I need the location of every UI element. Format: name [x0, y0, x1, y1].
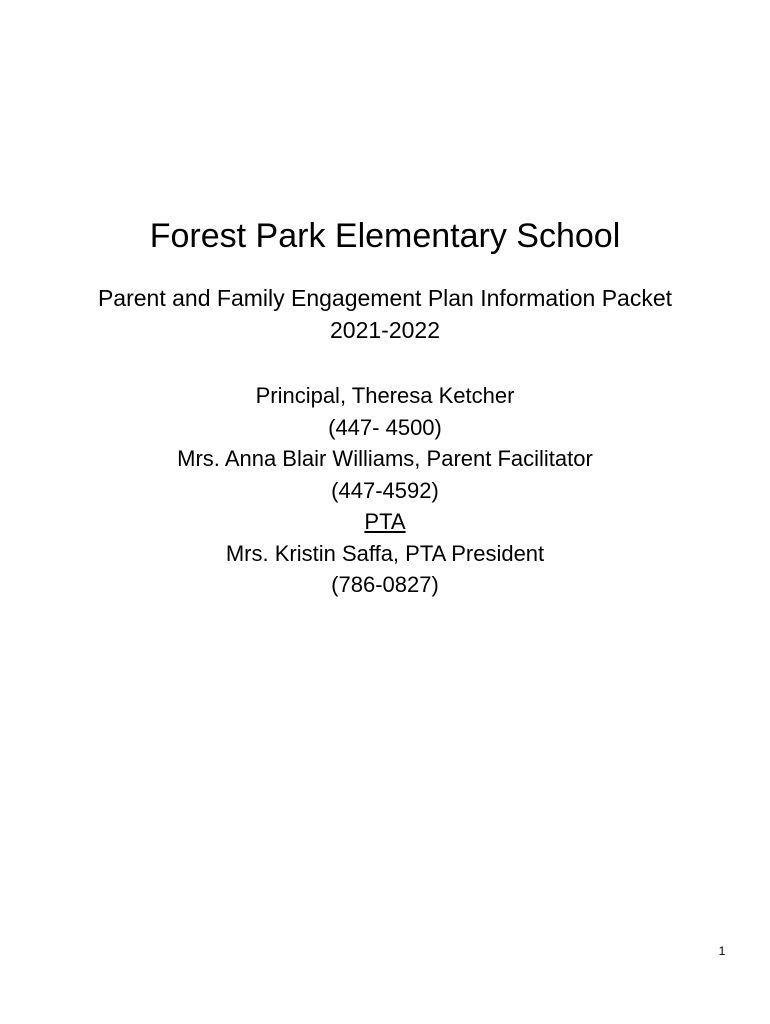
page-subtitle: Parent and Family Engagement Plan Information Packet: [97, 285, 673, 311]
principal-name: Principal, Theresa Ketcher: [255, 383, 515, 408]
page-title: Forest Park Elementary School: [149, 217, 621, 255]
parent-facilitator-name: Mrs. Anna Blair Williams, Parent Facilitator: [177, 446, 593, 471]
parent-facilitator-phone: (447-4592): [331, 477, 439, 503]
pta-president-phone: (786-0827): [331, 572, 439, 597]
principal-phone: (447- 4500): [328, 414, 442, 440]
contact-list: [0, 380, 770, 601]
pta-president-name: Mrs. Kristin Saffa, PTA President: [225, 540, 545, 566]
page-number: 1: [718, 944, 726, 958]
school-year: 2021-2022: [330, 317, 440, 343]
pta-heading: PTA: [364, 509, 406, 534]
